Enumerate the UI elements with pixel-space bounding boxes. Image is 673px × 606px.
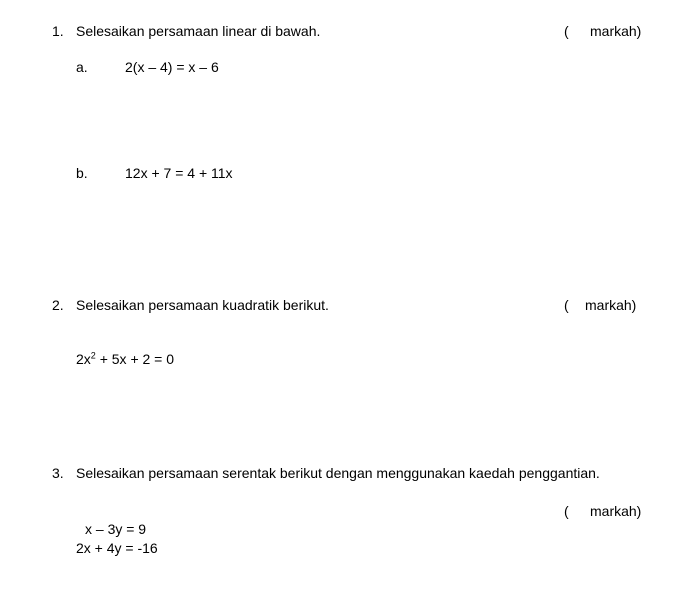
question-2-marks-open: ( [564, 297, 569, 313]
question-1-text: Selesaikan persamaan linear di bawah. [76, 23, 321, 39]
question-2-text: Selesaikan persamaan kuadratik berikut. [76, 297, 329, 313]
question-3-marks-open: ( [564, 503, 569, 519]
question-3-text: Selesaikan persamaan serentak berikut dengan menggunakan kaedah penggantian. [76, 465, 600, 481]
question-1-marks-label: markah) [590, 23, 642, 39]
question-2-number: 2. [52, 297, 64, 313]
question-1-number: 1. [52, 23, 64, 39]
question-2-equation-base: 2x [76, 351, 91, 367]
question-2-equation [76, 351, 174, 367]
question-1a-equation: 2(x – 4) = x – 6 [125, 59, 219, 75]
question-3-number: 3. [52, 465, 64, 481]
question-1b-label: b. [76, 165, 88, 181]
question-2-equation-exponent: 2 [90, 350, 96, 361]
question-3-equation-2: 2x + 4y = -16 [76, 540, 158, 556]
question-3-equation-1: x – 3y = 9 [85, 521, 147, 537]
question-1-marks-open: ( [564, 23, 569, 39]
question-1a-label: a. [76, 59, 88, 75]
question-3-marks-label: markah) [590, 503, 642, 519]
question-1b-equation: 12x + 7 = 4 + 11x [125, 165, 233, 181]
question-2-marks-label: markah) [585, 297, 637, 313]
question-2-equation-rest: + 5x + 2 = 0 [95, 351, 175, 367]
